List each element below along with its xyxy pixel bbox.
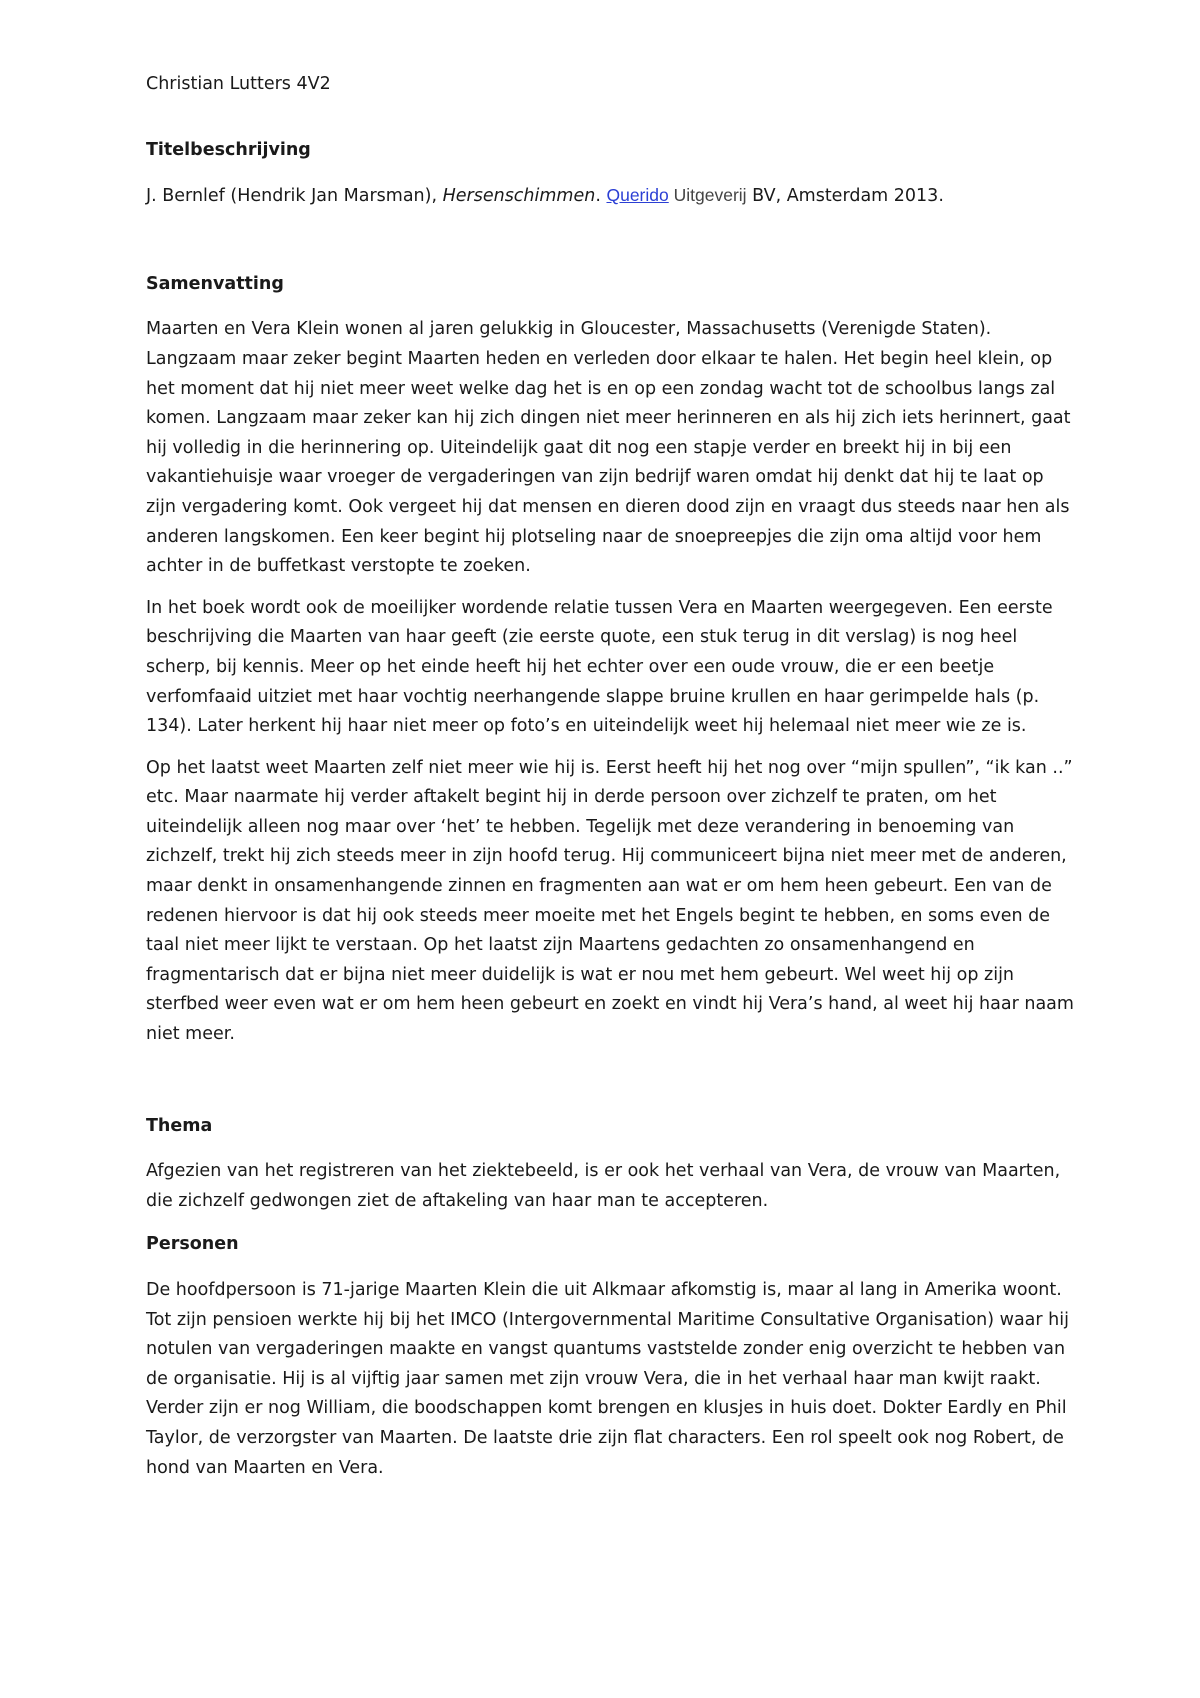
- samenvatting-paragraph-2: In het boek wordt ook de moeilijker wordende relatie tussen Vera en Maarten weergegeven. Een eerste beschrijving die Maarten van haar geeft (zie eerste quote, een stuk terug in dit verslag) is nog heel scherp, bij kennis. Meer op het einde heeft hij het echter over een oude vrouw, die er een beetje verfomfaaid uitziet met haar vochtig neerhangende slappe bruine krullen en haar gerimpelde hals (p. 134). Later herkent hij haar niet meer op foto’s en uiteindelijk weet hij helemaal niet meer wie ze is.: [146, 597, 1053, 737]
- heading-thema: Thema: [146, 1115, 213, 1136]
- samenvatting-paragraph-3: Op het laatst weet Maarten zelf niet meer wie hij is. Eerst heeft hij het nog over “mijn spullen”, “ik kan ..” etc. Maar naarmate hij verder aftakelt begint hij in derde persoon over zichzelf te praten, om het uiteindelijk alleen nog maar over ‘het’ te hebben. Tegelijk met deze verandering in benoeming van zichzelf, trekt hij zich steeds meer in zijn hoofd terug. Hij communiceert bijna niet meer met de anderen, maar denkt in onsamenhangende zinnen en fragmenten aan wat er om hem heen gebeurt. Een van de redenen hiervoor is dat hij ook steeds meer moeite met het Engels begint te hebben, en soms even de taal niet meer lijkt te verstaan. Op het laatst zijn Maartens gedachten zo onsamenhangend en fragmentarisch dat er bijna niet meer duidelijk is wat er nou met hem gebeurt. Wel weet hij op zijn sterfbed weer even wat er om hem heen gebeurt en zoekt en vindt hij Vera’s hand, al weet hij haar naam niet meer.: [146, 757, 1074, 1045]
- publisher-word: Uitgeverij: [668, 185, 747, 206]
- document-page: [146, 70, 1076, 1483]
- title-punctuation: .: [595, 186, 607, 207]
- heading-samenvatting: Samenvatting: [146, 273, 284, 294]
- heading-titelbeschrijving: Titelbeschrijving: [146, 139, 311, 160]
- publisher-link[interactable]: Querido: [606, 185, 669, 206]
- samenvatting-paragraph-1: Maarten en Vera Klein wonen al jaren gelukkig in Gloucester, Massachusetts (Verenigde Staten). Langzaam maar zeker begint Maarten heden en verleden door elkaar te halen. Het begin heel klein, op het moment dat hij niet meer weet welke dag het is en op een zondag wacht tot de schoolbus langs zal komen. Langzaam maar zeker kan hij zich dingen niet meer herinneren en als hij zich iets herinnert, gaat hij volledig in die herinnering op. Uiteindelijk gaat dit nog een stapje verder en breekt hij in bij een vakantiehuisje waar vroeger de vergaderingen van zijn bedrijf waren omdat hij denkt dat hij te laat op zijn vergadering komt. Ook vergeet hij dat mensen en dieren dood zijn en vraagt dus steeds naar hen als anderen langskomen. Een keer begint hij plotseling naar de snoepreepjes die zijn oma altijd voor hem achter in de buffetkast verstopte te zoeken.: [146, 319, 1071, 577]
- author-line: Christian Lutters 4V2: [146, 74, 331, 94]
- publisher-rest: BV, Amsterdam 2013.: [746, 186, 944, 207]
- thema-paragraph: Afgezien van het registreren van het ziektebeeld, is er ook het verhaal van Vera, de vrouw van Maarten, die zichzelf gedwongen ziet de aftakeling van haar man te accepteren.: [146, 1161, 1061, 1211]
- book-author: J. Bernlef (Hendrik Jan Marsman),: [146, 186, 443, 207]
- book-title: Hersenschimmen: [442, 186, 596, 207]
- heading-personen: Personen: [146, 1234, 239, 1255]
- titelbeschrijving-line: [146, 181, 1076, 212]
- personen-paragraph: De hoofdpersoon is 71-jarige Maarten Klein die uit Alkmaar afkomstig is, maar al lang in Amerika woont. Tot zijn pensioen werkte hij bij het IMCO (Intergovernmental Maritime Consultative Organisation) waar hij notulen van vergaderingen maakte en vangst quantums vaststelde zonder enig overzicht te hebben van de organisatie. Hij is al vijftig jaar samen met zijn vrouw Vera, die in het verhaal haar man kwijt raakt. Verder zijn er nog William, die boodschappen komt brengen en klusjes in huis doet. Dokter Eardly en Phil Taylor, de verzorgster van Maarten. De laatste drie zijn flat characters. Een rol speelt ook nog Robert, de hond van Maarten en Vera.: [146, 1280, 1069, 1478]
